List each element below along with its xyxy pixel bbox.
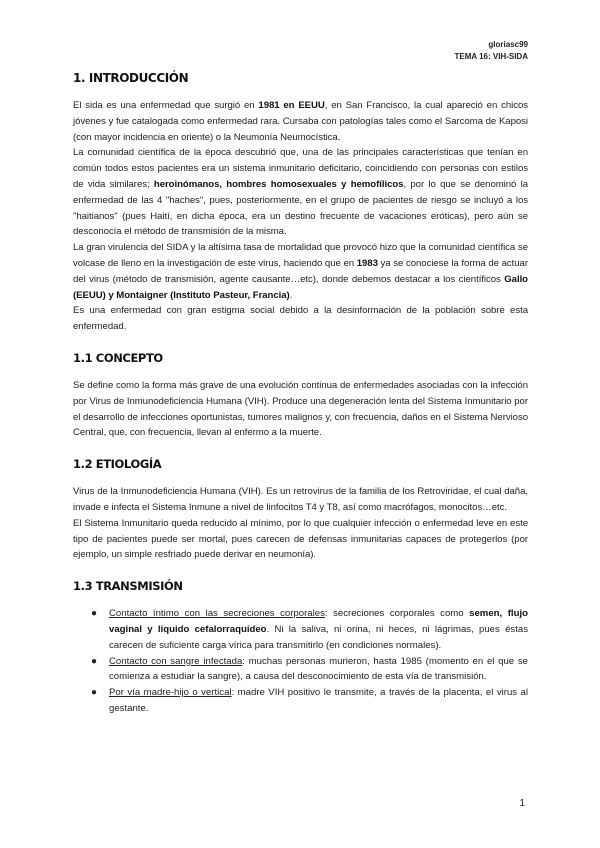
- bullet-icon: ●: [91, 608, 98, 620]
- list-item: ● Contacto íntimo con las secreciones corporales: secreciones corporales como semen, flujo vaginal y líquido cefalorraquídeo. Ni la saliva, ni orina, ni heces, ni lágrimas, pues éstas carecen de suficiente carga vírica para transmitirlo (en condiciones normales).: [91, 608, 528, 651]
- header-topic: TEMA 16: VIH-SIDA: [454, 52, 528, 61]
- etiologia-paragraph-1: Virus de la Inmunodeficiencia Humana (VIH). Es un retrovirus de la familia de los Retroviridae, el cual daña, invade e infecta el Sistema Inmune a nivel de linfocitos T4 y T8, así como macrófagos, monocitos…etc.: [73, 486, 528, 513]
- section-title-transmision: 1.3 TRANSMISIÓN: [73, 579, 183, 594]
- intro-paragraph-4: Es una enfermedad con gran estigma social debido a la desinformación de la población sobre esta enfermedad.: [73, 305, 528, 333]
- intro-paragraph-1: El sida es una enfermedad que surgió en 1981 en EEUU, en San Francisco, la cual apareció en chicos jóvenes y fue catalogada como enfermedad rara. Cursaba con patologías tales como el Sarcoma de Kaposi (con mayor incidencia en oriente) o la Neumonía Neumocística.: [73, 100, 528, 143]
- section-title-introduccion: 1. INTRODUCCIÓN: [73, 71, 189, 85]
- intro-paragraph-2: La comunidad científica de la época descubrió que, una de las principales características que tenían en común todos estos pacientes era un sistema inmunitario deficitario, coincidiendo con personas con estilos de vida similares; heroinómanos, hombres homosexuales y hemofílicos, por lo que se denominó la enfermedad de las 4 "haches", pues, posteriormente, en el grupo de pacientes de riesgo se incluyó a los "haitianos" (pues Haití, en dicha época, era un destino frecuente de vacaciones eróticas), pero aún se desconocía el método de transmisión de la misma.: [73, 147, 528, 238]
- list-item: ● Contacto con sangre infectada: muchas personas murieron, hasta 1985 (momento en el que se comienza a estudiar la sangre), a causa del desconocimiento de esta vía de transmisión.: [91, 655, 528, 683]
- bullet-icon: ●: [91, 655, 98, 667]
- document-body: [73, 71, 528, 717]
- list-item: ● Por vía madre-hijo o vertical: madre VIH positivo le transmite, a través de la placenta, el virus al gestante.: [91, 687, 528, 714]
- section-title-concepto: 1.1 CONCEPTO: [73, 350, 163, 365]
- header-author: gloriasc99: [488, 40, 528, 49]
- bullet-icon: ●: [91, 687, 98, 699]
- page-number: 1: [519, 798, 525, 809]
- transmission-list: [73, 606, 528, 717]
- section-title-etiologia: 1.2 ETIOLOGÍA: [73, 457, 162, 472]
- etiologia-paragraph-2: El Sistema Inmunitario queda reducido al mínimo, por lo que cualquier infección o enfermedad leve en este tipo de pacientes puede ser mortal, pues carecen de defensas inmunitarias capaces de protegerlos (por ejemplo, un simple resfriado puede derivar en neumonía).: [73, 517, 528, 561]
- concepto-paragraph: Se define como la forma más grave de una evolución continua de enfermedades asociadas con la infección por Virus de Inmunodeficiencia Humana (VIH). Produce una degeneración lenta del Sistema Inmunitario por el desarrollo de infecciones oportunistas, tumores malignos y, con frecuencia, daños en el Sistema Nervioso Central, que, con frecuencia, llevan al enfermo a la muerte.: [73, 379, 528, 439]
- intro-paragraph-3: La gran virulencia del SIDA y la altísima tasa de mortalidad que provocó hizo que la comunidad científica se volcase de lleno en la investigación de este virus, haciendo que en 1983 ya se conociese la forma de actuar del virus (método de transmisión, agente causante…etc), donde debemos destacar a los científicos Gallo (EEUU) y Montaigner (Instituto Pasteur, Francia).: [73, 242, 528, 301]
